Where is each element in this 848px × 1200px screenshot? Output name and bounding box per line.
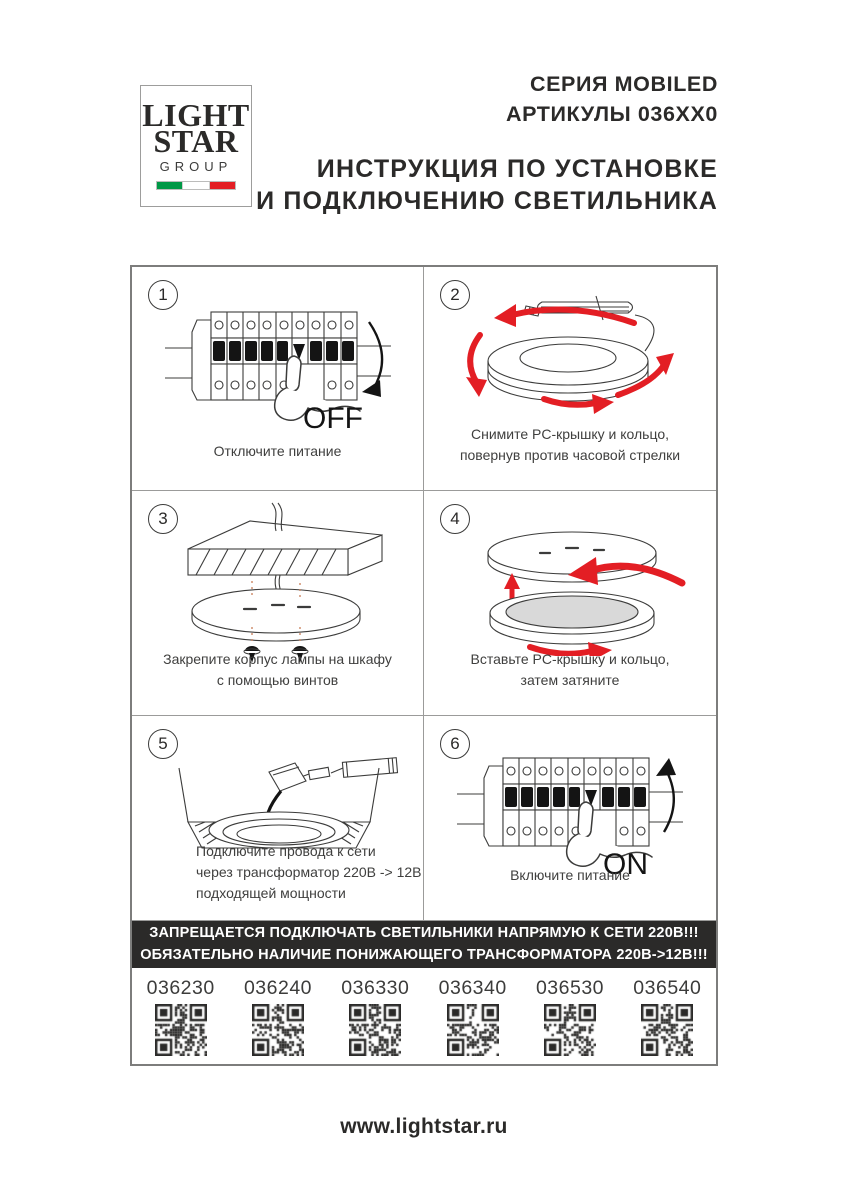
step-5-caption-line3: подходящей мощности xyxy=(196,885,346,901)
article-column xyxy=(424,977,521,1064)
logo-word-light: LIGHT xyxy=(142,96,250,133)
page-title-line2: И ПОДКЛЮЧЕНИЮ СВЕТИЛЬНИКА xyxy=(256,186,718,215)
step-5-caption-line1: Подключите провода к сети xyxy=(196,843,376,859)
article-column xyxy=(327,977,424,1064)
qr-code xyxy=(544,1004,596,1056)
qr-code xyxy=(252,1004,304,1056)
step-grid xyxy=(132,267,716,921)
logo-word-star: STAR xyxy=(153,123,239,159)
step-5-cell xyxy=(132,716,424,921)
step-2-cell xyxy=(424,267,716,491)
logo-word-group: GROUP xyxy=(159,159,233,175)
article-number: 036330 xyxy=(341,977,410,999)
article-column xyxy=(619,977,716,1064)
wiring-transformer-illustration xyxy=(153,738,403,858)
warning-banner xyxy=(132,921,716,968)
warning-line1: ЗАПРЕЩАЕТСЯ ПОДКЛЮЧАТЬ СВЕТИЛЬНИКИ НАПРЯМУЮ К СЕТИ 220В!!! xyxy=(149,924,699,941)
step-3-caption-line1: Закрепите корпус лампы на шкафу xyxy=(163,651,392,667)
cover-tighten-illustration xyxy=(450,521,690,656)
puck-light-unscrew-illustration xyxy=(450,291,690,421)
step-2-caption-line1: Снимите PC-крышку и кольцо, xyxy=(471,426,669,442)
step-5-caption-line2: через трансформатор 220В -> 12В xyxy=(196,864,422,880)
step-3-number: 3 xyxy=(148,504,178,534)
article-column xyxy=(521,977,618,1064)
warning-line2: ОБЯЗАТЕЛЬНО НАЛИЧИЕ ПОНИЖАЮЩЕГО ТРАНСФОРМАТОРА 220В->12В!!! xyxy=(140,946,708,963)
step-1-caption: Отключите питание xyxy=(213,443,342,459)
qr-code xyxy=(447,1004,499,1056)
article-number: 036530 xyxy=(535,977,605,999)
article-number: 036230 xyxy=(146,977,215,999)
step-4-cell xyxy=(424,491,716,716)
qr-code xyxy=(641,1004,693,1056)
step-1-number: 1 xyxy=(148,280,178,310)
off-label: OFF xyxy=(302,402,363,435)
article-number: 036240 xyxy=(243,977,313,999)
mount-body-illustration xyxy=(158,499,398,669)
step-5-number: 5 xyxy=(148,729,178,759)
step-4-caption-line1: Вставьте PC-крышку и кольцо, xyxy=(470,651,670,667)
article-column xyxy=(132,977,229,1064)
header xyxy=(256,70,718,217)
article-number: 036340 xyxy=(438,977,507,999)
breaker-off-illustration xyxy=(163,300,393,440)
website-url: www.lightstar.ru xyxy=(340,1115,508,1138)
step-4-caption-line2: затем затяните xyxy=(520,672,620,688)
step-3-caption-line2: с помощью винтов xyxy=(216,672,339,688)
on-label: ON xyxy=(603,848,648,881)
article-column xyxy=(229,977,326,1064)
step-4-number: 4 xyxy=(440,504,470,534)
articles-code: АРТИКУЛЫ 036XX0 xyxy=(505,101,718,126)
flag-red xyxy=(210,182,235,189)
step-6-number: 6 xyxy=(440,729,470,759)
step-6-cell xyxy=(424,716,716,921)
flag-white xyxy=(182,182,209,189)
articles-row xyxy=(132,968,716,1064)
step-6-caption: Включите питание xyxy=(510,867,630,883)
series-name: СЕРИЯ MOBILED xyxy=(529,72,718,96)
step-1-cell xyxy=(132,267,424,491)
flag-green xyxy=(157,182,182,189)
article-number: 036540 xyxy=(633,977,702,999)
instruction-frame xyxy=(130,265,718,1066)
step-2-caption-line2: повернув против часовой стрелки xyxy=(459,447,681,463)
step-2-number: 2 xyxy=(440,280,470,310)
page-title-line1: ИНСТРУКЦИЯ ПО УСТАНОВКЕ xyxy=(316,155,718,184)
qr-code xyxy=(155,1004,207,1056)
lightstar-logo xyxy=(140,85,252,207)
qr-code xyxy=(349,1004,401,1056)
italian-flag-stripe xyxy=(156,181,236,190)
step-3-cell xyxy=(132,491,424,716)
